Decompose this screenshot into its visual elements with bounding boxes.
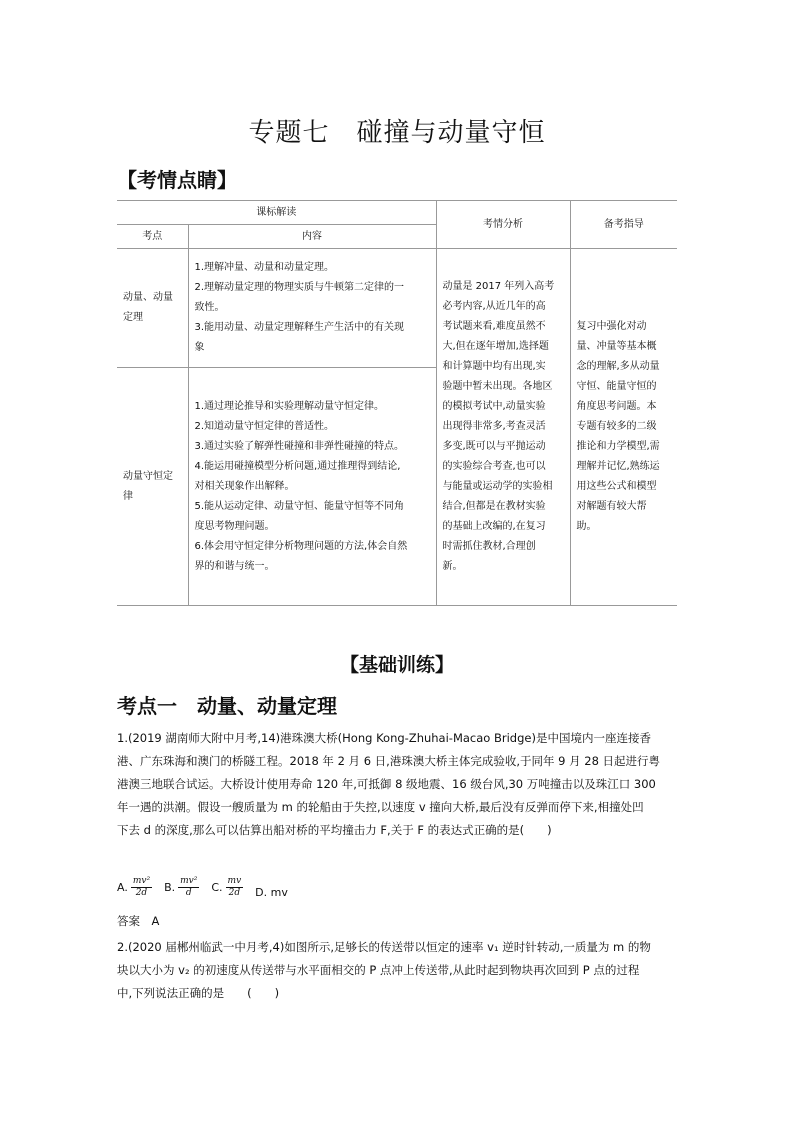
table-row-content: 1.理解冲量、动量和动量定理。 2.理解动量定理的物理实质与牛顿第二定律的一 致性。 3.能用动量、动量定理解释生产生活中的有关现 象 [188,249,436,368]
table-row-content: 1.通过理论推导和实验理解动量守恒定律。 2.知道动量守恒定律的普适性。 3.通过实验了解弹性碰撞和非弹性碰撞的特点。 4.能运用碰撞模型分析问题,通过推理得到结论, 对相关现象作出解释。 5.能从运动定律、动量守恒、能量守恒等不同角 度思考物理问题。 6.体会用守恒定律分析物理问题的方法,体会自然 界的和谐与统一。 [188,368,436,606]
question-1-options [117,876,300,899]
question-1: 1.(2019 湖南师大附中月考,14)港珠澳大桥(Hong Kong-Zhuhai-Macao Bridge)是中国境内一座连接香 港、广东珠海和澳门的桥隧工程。2018 年 2 月 6 日,港珠澳大桥主体完成验收,于同年 9 月 28 日起进行粤 港澳三地联合试运。大桥设计使用寿命 120 年,可抵御 8 级地震、16 级台风,30 万吨撞击以及珠江口 300 年一遇的洪潮。假设一艘质量为 m 的轮船由于失控,以速度 v 撞向大桥,最后没有反弹而停下来,相撞处凹 下去 d 的深度,那么可以估算出船对桥的平均撞击力 F,关于 F 的表达式正确的是( ) [117,731,661,837]
option-c[interactable]: C. $\frac{mv}{2d}$ [211,876,242,898]
exam-analysis-table [117,200,677,606]
header-group: 课标解读 [117,201,436,225]
answer-text: 答案 A [117,914,160,928]
question-2: 2.(2020 届郴州临武一中月考,4)如图所示,足够长的传送带以恒定的速率 v₁ 逆时针转动,一质量为 m 的物 块以大小为 v₂ 的初速度从传送带与水平面相交的 P 点冲上传送带,从此时起到物块再次回到 P 点的过程 中,下列说法正确的是 ( ) [117,940,651,1000]
option-a[interactable]: A. $\frac{\text{mv²}}{2d}$ [117,876,151,898]
header-point: 考点 [117,225,188,249]
option-d[interactable]: D. mv [255,886,288,899]
subsection-heading: 【基础训练】 [339,654,454,676]
header-guidance: 备考指导 [570,201,677,249]
section-heading: 【考情点睛】 [117,168,237,192]
header-analysis: 考情分析 [436,201,570,249]
guidance-cell: 复习中强化对动 量、冲量等基本概 念的理解,多从动量 守恒、能量守恒的 角度思考问题。本 专题有较多的二级 推论和力学模型,需 理解并记忆,熟练运 用这些公式和模型 对解题有较大帮 助。 [570,249,677,606]
page-title: 专题七 碰撞与动量守恒 [248,118,546,148]
analysis-cell: 动量是 2017 年列入高考 必考内容,从近几年的高 考试题来看,难度虽然不 大,但在逐年增加,选择题 和计算题中均有出现,实 验题中暂未出现。各地区 的模拟考试中,动量实验 出现得非常多,考查灵活 多变,既可以与平抛运动 的实验综合考查,也可以 与能量或运动学的实验相 结合,但都是在教材实验 的基础上改编的,在复习 时需抓住教材,合理创 新。 [436,249,570,606]
table-row-point: 动量守恒定 律 [117,368,188,606]
option-b[interactable]: B. $\frac{\text{mv²}}{d}$ [164,876,198,898]
kaodian-heading: 考点一 动量、动量定理 [117,694,337,718]
table-row-point: 动量、动量 定理 [117,249,188,368]
header-content: 内容 [188,225,436,249]
